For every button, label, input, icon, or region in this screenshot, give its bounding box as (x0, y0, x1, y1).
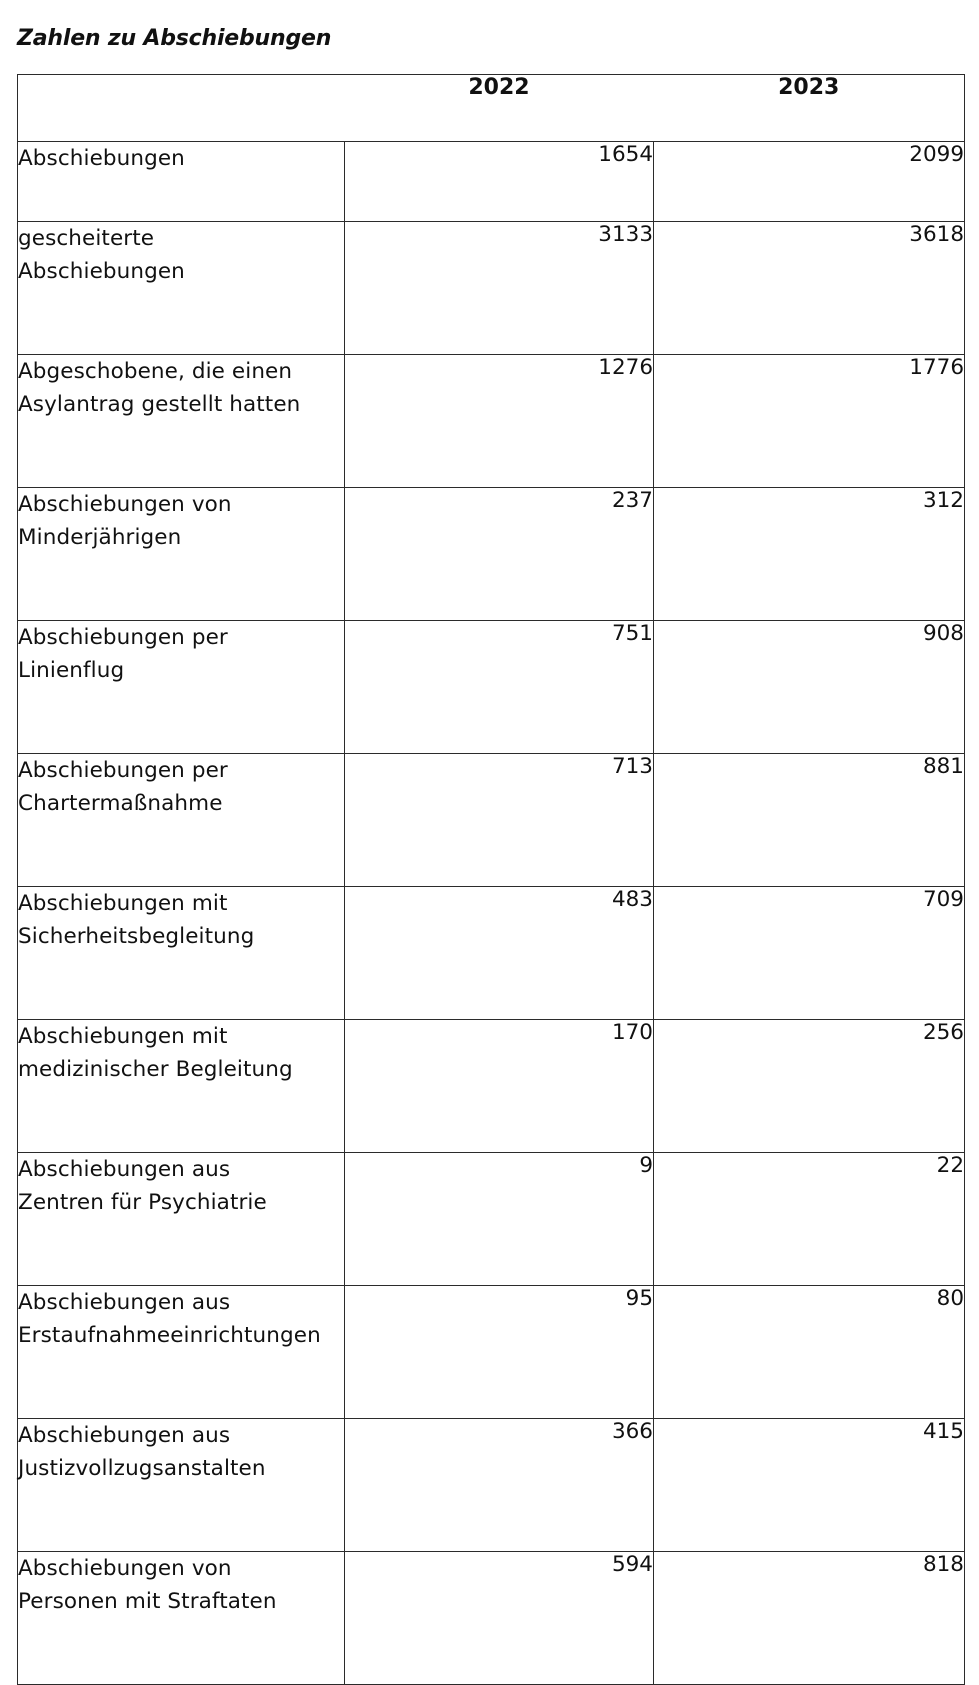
table-row (18, 887, 965, 1020)
table-row (18, 1286, 965, 1419)
row-label-line1: Abschiebungen aus (18, 1157, 231, 1182)
row-label-line1: Abschiebungen aus (18, 1290, 231, 1315)
row-label-line1: gescheiterte (18, 226, 155, 251)
deportation-stats-table (17, 74, 965, 1685)
value-2023-cell: 312 (654, 488, 965, 621)
row-label-cell (18, 1419, 345, 1552)
page-title: Zahlen zu Abschiebungen (17, 26, 332, 51)
table-row (18, 142, 965, 222)
row-label-line1: Abschiebungen per (18, 758, 228, 783)
table-row (18, 754, 965, 887)
row-label-cell (18, 1286, 345, 1419)
row-label-cell (18, 1153, 345, 1286)
value-2023-cell: 818 (654, 1552, 965, 1685)
row-label-cell (18, 222, 345, 355)
row-label-cell (18, 621, 345, 754)
value-2023-cell: 80 (654, 1286, 965, 1419)
table-row (18, 355, 965, 488)
value-2023-cell: 881 (654, 754, 965, 887)
value-2022-cell: 170 (345, 1020, 654, 1153)
row-label-line2: Abschiebungen (18, 259, 185, 284)
row-label-line1: Abschiebungen von (18, 1556, 232, 1581)
value-2022-cell: 237 (345, 488, 654, 621)
row-label-line1: Abschiebungen aus (18, 1423, 231, 1448)
value-2022-cell: 483 (345, 887, 654, 1020)
row-label-line2: Personen mit Straftaten (18, 1589, 277, 1614)
value-2022-cell: 751 (345, 621, 654, 754)
table-row (18, 1552, 965, 1685)
row-label-line2: Linienflug (18, 658, 125, 683)
row-label-line1: Abschiebungen mit (18, 1024, 228, 1049)
value-2022-cell: 3133 (345, 222, 654, 355)
value-2023-cell: 415 (654, 1419, 965, 1552)
row-label-line2: Erstaufnahmeeinrichtungen (18, 1323, 321, 1348)
row-label-cell (18, 754, 345, 887)
table-row (18, 621, 965, 754)
table-header-row (18, 75, 965, 142)
value-2023-cell: 709 (654, 887, 965, 1020)
value-2023-cell: 2099 (654, 142, 965, 222)
row-label-cell (18, 142, 345, 222)
row-label-line2: Justizvollzugsanstalten (18, 1456, 266, 1481)
value-2022-cell: 713 (345, 754, 654, 887)
row-label-line2: Zentren für Psychiatrie (18, 1190, 267, 1215)
table-row (18, 1419, 965, 1552)
row-label-cell (18, 887, 345, 1020)
table-row (18, 222, 965, 355)
row-label-line1: Abschiebungen von (18, 492, 232, 517)
value-2023-cell: 3618 (654, 222, 965, 355)
value-2022-cell: 594 (345, 1552, 654, 1685)
row-label-line1: Abschiebungen (18, 146, 185, 171)
row-label-line2: Minderjährigen (18, 525, 182, 550)
value-2022-cell: 95 (345, 1286, 654, 1419)
header-corner-cell (18, 75, 345, 142)
row-label-cell (18, 488, 345, 621)
table-row (18, 1020, 965, 1153)
row-label-line1: Abschiebungen per (18, 625, 228, 650)
table-row (18, 488, 965, 621)
row-label-line1: Abgeschobene, die einen (18, 359, 293, 384)
row-label-line2: Asylantrag gestellt hatten (18, 392, 301, 417)
value-2023-cell: 1776 (654, 355, 965, 488)
column-header-2022: 2022 (345, 75, 654, 142)
row-label-cell (18, 355, 345, 488)
row-label-line2: Sicherheitsbegleitung (18, 924, 255, 949)
column-header-2023: 2023 (654, 75, 965, 142)
row-label-line2: medizinischer Begleitung (18, 1057, 293, 1082)
value-2023-cell: 908 (654, 621, 965, 754)
value-2022-cell: 366 (345, 1419, 654, 1552)
row-label-line1: Abschiebungen mit (18, 891, 228, 916)
table-row (18, 1153, 965, 1286)
value-2022-cell: 1276 (345, 355, 654, 488)
value-2023-cell: 22 (654, 1153, 965, 1286)
table-body (18, 142, 965, 1685)
value-2022-cell: 1654 (345, 142, 654, 222)
row-label-cell (18, 1552, 345, 1685)
row-label-line2: Chartermaßnahme (18, 791, 223, 816)
value-2023-cell: 256 (654, 1020, 965, 1153)
row-label-cell (18, 1020, 345, 1153)
value-2022-cell: 9 (345, 1153, 654, 1286)
